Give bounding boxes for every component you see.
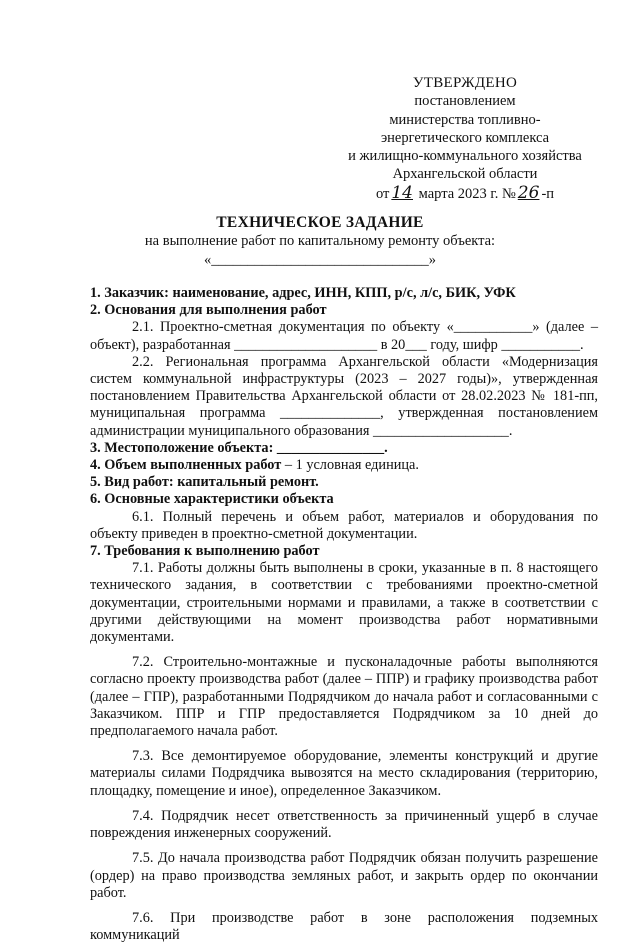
handwritten-number: 26 [517, 182, 540, 203]
paragraph-7-1: 7.1. Работы должны быть выполнены в сроки, указанные в п. 8 настоящего технического задания, в соответствии с требованиями проектно-сметной документации, строительными нормами и правилами, а также в соответствии с другими действующими на момент производства работ нормативными документами. [90, 560, 598, 646]
date-prefix: от [375, 185, 390, 202]
document-title: ТЕХНИЧЕСКОЕ ЗАДАНИЕ [216, 214, 424, 231]
paragraph-7-6: 7.6. При производстве работ в зоне расположения подземных коммуникаций [90, 909, 598, 944]
document-subtitle: на выполнение работ по капитальному ремонту объекта: [144, 233, 496, 249]
approval-line-1: постановлением [414, 93, 516, 110]
approval-heading: УТВЕРЖДЕНО [412, 75, 518, 91]
date-rest: марта 2023 г. № [418, 185, 516, 202]
paragraph-7-4: 7.4. Подрядчик несет ответственность за причиненный ущерб в случае повреждения инженерных сооружений. [90, 807, 598, 842]
approval-line-2: министерства топливно- [389, 111, 541, 128]
paragraph-7-3: 7.3. Все демонтируемое оборудование, элементы конструкций и другие материалы силами Подрядчика вывозятся на место складирования (территорию, площадку, помещение и иное), определенное Заказчиком. [90, 748, 598, 799]
approval-block [330, 74, 600, 203]
approval-date [330, 184, 600, 203]
object-name-blank: «______________________________» [204, 252, 436, 268]
section-3: 3. Местоположение объекта: _______________. [90, 439, 388, 456]
paragraph-7-2: 7.2. Строительно-монтажные и пусконаладочные работы выполняются согласно проекту производства работ (далее – ППР) и графику производства работ (далее – ГПР), разработанными Подрядчиком до начала работ и согласованными с Заказчиком. ППР и ГПР предоставляется Подрядчиком за 10 дней до предполагаемого начала работ. [90, 654, 598, 740]
approval-line-3: энергетического комплекса [380, 129, 550, 146]
section-4 [90, 457, 598, 474]
paragraph-6-1: 6.1. Полный перечень и объем работ, материалов и оборудования по объекту приведен в проектно-сметной документации. [90, 508, 598, 542]
paragraph-2-1: 2.1. Проектно-сметная документация по объекту «___________» (далее – объект), разработанная ____________________ в 20___ году, шифр ___________. [90, 319, 598, 353]
section-4-value: – 1 условная единица. [281, 457, 419, 474]
paragraph-2-2: 2.2. Региональная программа Архангельской области «Модернизация систем коммунальной инфраструктуры (2023 – 2027 годы)», утвержденная постановлением Правительства Архангельской области от 28.02.2023 № 181-пп, муниципальная программа ______________, утвержденная постановлением администрации муниципального образования ___________________. [90, 353, 598, 439]
handwritten-day: 14 [391, 182, 413, 203]
section-6-heading: 6. Основные характеристики объекта [90, 491, 334, 508]
section-7-heading: 7. Требования к выполнению работ [90, 543, 320, 560]
document-body [90, 285, 598, 944]
approval-line-4: и жилищно-коммунального хозяйства [348, 148, 582, 165]
date-suffix: -п [541, 185, 555, 202]
paragraph-7-5: 7.5. До начала производства работ Подрядчик обязан получить разрешение (ордер) на право производства земляных работ, и закрыть ордер по окончании работ. [90, 850, 598, 901]
section-4-label: 4. Объем выполненных работ [90, 457, 282, 474]
section-5: 5. Вид работ: капитальный ремонт. [90, 474, 319, 491]
section-2-heading: 2. Основания для выполнения работ [90, 302, 327, 319]
section-1: 1. Заказчик: наименование, адрес, ИНН, КПП, р/с, л/с, БИК, УФК [90, 285, 516, 301]
approval-line-5: Архангельской области [392, 166, 538, 183]
